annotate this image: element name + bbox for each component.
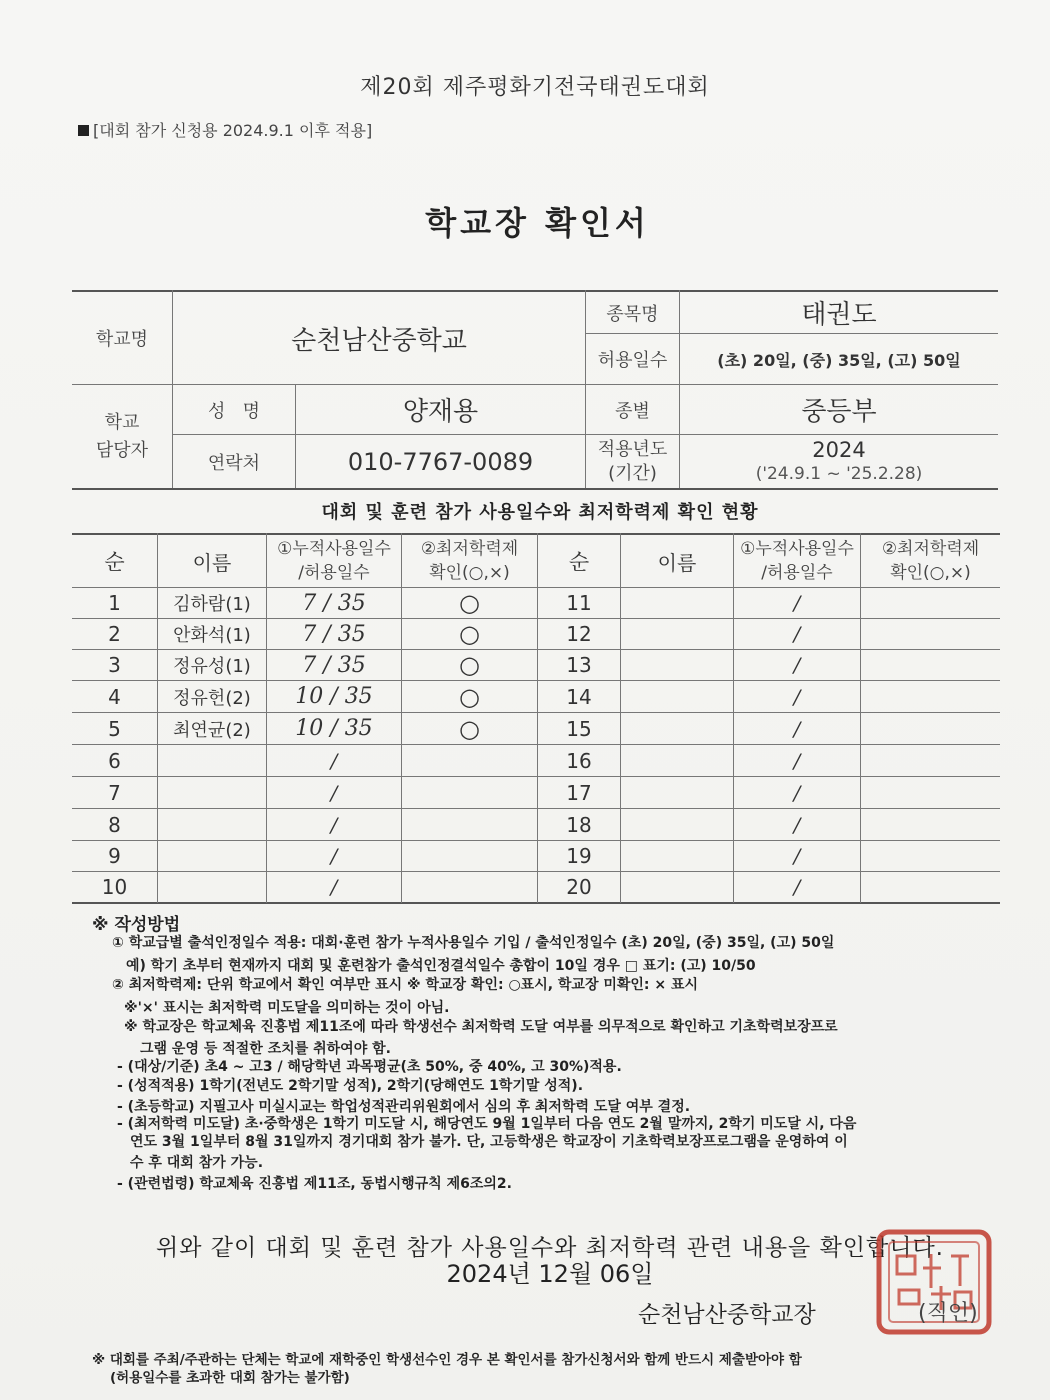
note-line: 예) 학기 초부터 현재까지 대회 및 훈련참가 출석인정결석일수 총합이 10일 경우 □ 표기: (고) 10/50 — [126, 958, 756, 974]
row-number: 12 — [566, 622, 592, 646]
col-no-header-right: 순 — [568, 550, 590, 574]
col-name-header-left: 이름 — [192, 550, 232, 575]
year-label-1: 적용년도 — [597, 438, 668, 460]
row-used-days: / — [793, 844, 801, 868]
col-days-header-right-1: ①누적사용일수 — [740, 539, 854, 559]
row-used-days: / — [793, 622, 801, 646]
row-min-academic-check — [861, 588, 1000, 618]
row-used-days: / — [330, 780, 338, 805]
row-number: 6 — [108, 748, 121, 773]
row-number: 14 — [566, 684, 592, 709]
contact-group-label — [72, 385, 172, 488]
row-student-name: 최연균(2) — [173, 719, 251, 741]
row-min-academic-check — [861, 745, 1000, 776]
row-student-name — [621, 841, 733, 871]
row-used-days: / — [793, 716, 801, 741]
row-student-name — [621, 809, 733, 840]
col-days-header-left-2: /허용일수 — [298, 563, 370, 583]
year-label — [586, 435, 679, 488]
col-check-header-right-1: ②최저학력제 — [881, 539, 980, 559]
notes-heading: ※ 작성방법 — [92, 915, 181, 935]
square-bullet-icon — [78, 125, 89, 136]
row-min-academic-check — [402, 745, 537, 776]
row-min-academic-check: ○ — [459, 589, 480, 617]
period-value: ('24.9.1 ~ '25.2.28) — [755, 463, 923, 484]
row-min-academic-check — [402, 777, 537, 808]
row-student-name — [158, 777, 266, 808]
row-number: 8 — [108, 812, 121, 837]
col-check-header-right-2: 확인(○,×) — [890, 563, 971, 583]
row-number: 13 — [566, 653, 592, 677]
row-used-days: 10 / 35 — [295, 684, 373, 709]
row-student-name — [621, 619, 733, 649]
row-used-days: / — [330, 844, 338, 868]
row-student-name — [621, 650, 733, 680]
row-used-days: / — [330, 812, 338, 837]
row-number: 17 — [566, 780, 592, 805]
division-value: 중등부 — [801, 397, 877, 427]
row-number: 18 — [566, 812, 592, 837]
row-number: 15 — [566, 716, 592, 741]
row-student-name — [621, 588, 733, 618]
row-min-academic-check — [402, 809, 537, 840]
row-min-academic-check — [402, 841, 537, 871]
row-used-days: / — [793, 748, 801, 773]
col-days-header-right — [734, 535, 860, 587]
year-value-group — [680, 435, 998, 488]
row-min-academic-check — [861, 777, 1000, 808]
row-used-days: / — [793, 780, 801, 805]
sport-value: 태권도 — [801, 300, 877, 330]
confirmation-statement: 위와 같이 대회 및 훈련 참가 사용일수와 최저학력 관련 내용을 확인합니다. — [156, 1235, 944, 1261]
note-line: 연도 3월 1일부터 8월 31일까지 경기대회 참가 불가. 단, 고등학생은 학교장이 기초학력보장프로그램을 운영하여 이 — [130, 1134, 848, 1150]
principal-name: 순천남산중학교장 — [638, 1302, 816, 1328]
row-number: 5 — [108, 716, 121, 741]
row-number: 2 — [108, 622, 121, 646]
row-min-academic-check — [861, 809, 1000, 840]
row-number: 16 — [566, 748, 592, 773]
note-line: ※ 학교장은 학교체육 진흥법 제11조에 따라 학생선수 최저학력 도달 여부를 의무적으로 확인하고 기초학력보장프로 — [124, 1019, 838, 1035]
division-label: 종별 — [615, 400, 650, 422]
allowed-days-label: 허용일수 — [597, 350, 668, 371]
document-title: 학교장 확인서 — [425, 204, 650, 242]
row-used-days: / — [330, 875, 338, 899]
name-value: 양재용 — [402, 397, 479, 427]
col-days-header-right-2: /허용일수 — [761, 563, 833, 583]
col-days-header-left-1: ①누적사용일수 — [277, 539, 391, 559]
row-used-days: / — [793, 875, 801, 899]
row-student-name — [158, 841, 266, 871]
row-used-days: 10 / 35 — [295, 716, 373, 741]
note-line: - (최저학력 미도달) 초·중학생은 1학기 미도달 시, 해당연도 9월 1일부터 다음 연도 2월 말까지, 2학기 미도달 시, 다음 — [117, 1116, 857, 1132]
row-min-academic-check: ○ — [459, 620, 480, 648]
row-number: 3 — [108, 653, 121, 677]
row-number: 1 — [108, 591, 121, 615]
row-min-academic-check — [861, 619, 1000, 649]
row-used-days: / — [793, 591, 801, 615]
row-min-academic-check — [861, 841, 1000, 871]
row-number: 10 — [101, 875, 128, 899]
row-number: 11 — [566, 591, 592, 615]
row-number: 7 — [108, 780, 121, 805]
note-line: - (성적적용) 1학기(전년도 2학기말 성적), 2학기(당해연도 1학기말 성적). — [117, 1078, 584, 1094]
row-student-name — [621, 681, 733, 712]
row-min-academic-check: ○ — [459, 682, 480, 711]
event-title: 제20회 제주평화기전국태권도대회 — [360, 75, 710, 100]
col-days-header-left — [267, 535, 401, 587]
note-line: ※'×' 표시는 최저학력 미도달을 의미하는 것이 아님. — [124, 1000, 450, 1016]
name-label: 성 명 — [208, 400, 260, 422]
confirmation-date: 2024년 12월 06일 — [446, 1260, 654, 1288]
footer-line-1: ※ 대회를 주최/주관하는 단체는 학교에 재학중인 학생선수인 경우 본 확인서를 참가신청서와 함께 반드시 제출받아야 함 — [92, 1352, 802, 1368]
col-check-header-left — [402, 535, 537, 587]
row-used-days: 7 / 35 — [302, 590, 366, 616]
note-line: ② 최저학력제: 단위 학교에서 확인 여부만 표시 ※ 학교장 확인: ○표시, 학교장 미확인: × 표시 — [112, 977, 699, 993]
phone-label: 연락처 — [207, 452, 261, 474]
row-min-academic-check: ○ — [459, 714, 480, 743]
row-min-academic-check — [861, 872, 1000, 902]
row-student-name: 정유헌(2) — [173, 687, 251, 709]
col-no-header-left: 순 — [104, 550, 125, 574]
row-min-academic-check: ○ — [459, 651, 480, 679]
school-label: 학교명 — [95, 329, 149, 350]
row-min-academic-check — [861, 713, 1000, 744]
row-used-days: 7 / 35 — [302, 621, 366, 647]
allowed-days-value: (초) 20일, (중) 35일, (고) 50일 — [717, 350, 961, 370]
row-student-name — [621, 872, 733, 902]
sub-note-text: [대회 참가 신청용 2024.9.1 이후 적용] — [93, 121, 373, 140]
row-student-name — [621, 745, 733, 776]
seal-label: (직인) — [918, 1301, 978, 1326]
phone-value: 010-7767-0089 — [347, 447, 534, 476]
note-line: - (관련법령) 학교체육 진흥법 제11조, 동법시행규칙 제6조의2. — [117, 1176, 512, 1192]
col-name-header-right: 이름 — [657, 550, 697, 575]
row-number: 9 — [108, 844, 121, 868]
row-student-name — [158, 745, 266, 776]
row-student-name — [621, 713, 733, 744]
row-student-name — [158, 809, 266, 840]
row-used-days: / — [330, 748, 338, 773]
note-line: - (초등학교) 지필고사 미실시교는 학업성적관리위원회에서 심의 후 최저학력 도달 여부 결정. — [117, 1099, 691, 1115]
row-used-days: 7 / 35 — [302, 652, 366, 678]
note-line: - (대상/기준) 초4 ~ 고3 / 해당학년 과목평균(초 50%, 중 40%, 고 30%)적용. — [117, 1059, 622, 1075]
row-student-name — [621, 777, 733, 808]
row-used-days: / — [793, 812, 801, 837]
row-used-days: / — [793, 653, 801, 677]
row-min-academic-check — [402, 872, 537, 902]
col-check-header-right — [861, 535, 1000, 587]
school-name: 순천남산중학교 — [291, 325, 467, 356]
contact-group-label-1: 학교 — [104, 411, 140, 433]
row-student-name: 안화석(1) — [173, 625, 251, 646]
row-student-name: 정유성(1) — [173, 656, 251, 677]
row-number: 19 — [566, 844, 592, 868]
row-number: 4 — [108, 684, 121, 709]
col-check-header-left-1: ②최저학력제 — [420, 539, 519, 559]
table-caption: 대회 및 훈련 참가 사용일수와 최저학력제 확인 현황 — [321, 502, 759, 523]
row-min-academic-check — [861, 650, 1000, 680]
note-line: ① 학교급별 출석인정일수 적용: 대회·훈련 참가 누적사용일수 기입 / 출석인정일수 (초) 20일, (중) 35일, (고) 50일 — [112, 935, 835, 951]
row-number: 20 — [566, 875, 592, 899]
row-used-days: / — [793, 684, 801, 709]
row-min-academic-check — [861, 681, 1000, 712]
sport-label: 종목명 — [606, 303, 659, 325]
col-check-header-left-2: 확인(○,×) — [429, 563, 510, 583]
note-line: 수 후 대회 참가 가능. — [130, 1155, 264, 1171]
footer-line-2: (허용일수를 초과한 대회 참가는 불가함) — [110, 1370, 350, 1386]
contact-group-label-2: 담당자 — [95, 439, 149, 461]
year-label-2: (기간) — [608, 462, 657, 484]
note-line: 그램 운영 등 적절한 조치를 취하여야 함. — [140, 1041, 391, 1057]
row-student-name — [158, 872, 266, 902]
year-value: 2024 — [812, 437, 866, 462]
row-student-name: 김하람(1) — [173, 594, 251, 615]
sub-note — [78, 118, 372, 141]
